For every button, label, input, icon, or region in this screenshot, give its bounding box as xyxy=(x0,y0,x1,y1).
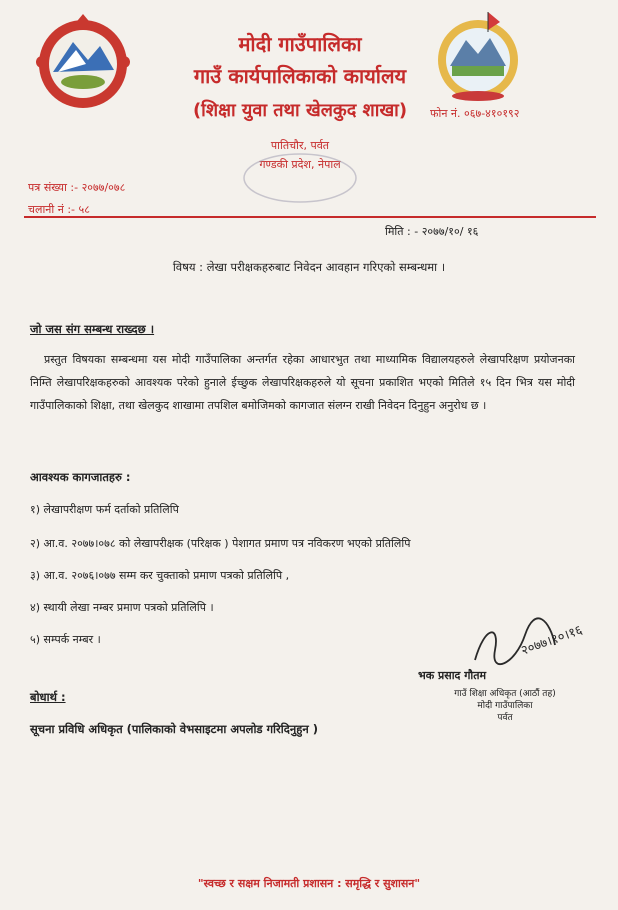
office-stamp-icon xyxy=(240,150,360,205)
municipality-emblem-icon xyxy=(428,8,528,108)
requirement-item: १) लेखापरीक्षण फर्म दर्ताको प्रतिलिपि xyxy=(30,503,179,516)
signatory-title xyxy=(420,688,590,724)
office-title: मोदी गाउँपालिका xyxy=(238,32,362,56)
office-province: गण्डकी प्रदेश, नेपाल xyxy=(259,158,341,171)
signatory-name: भक प्रसाद गौतम xyxy=(418,669,487,682)
office-subtitle: गाउँ कार्यपालिकाको कार्यालय xyxy=(193,64,407,88)
requirement-item: २) आ.व. २०७७।०७८ को लेखापरीक्षक (परिक्षक ) पेशागत प्रमाण पत्र नविकरण भएको प्रतिलिपि xyxy=(30,537,411,550)
office-place: पातिचौर, पर्वत xyxy=(270,139,330,152)
requirement-item: ५) सम्पर्क नम्बर । xyxy=(30,633,101,646)
signatory-office: मोदी गाउँपालिका xyxy=(477,701,533,711)
letter-salutation: जो जस संग सम्बन्ध राख्दछ । xyxy=(30,322,155,336)
requirements-title: आवश्यक कागजातहरु : xyxy=(30,470,131,484)
letter-date: मिति : - २०७७/१०/ १६ xyxy=(385,225,479,238)
signature-icon xyxy=(455,615,595,675)
footer-slogan: "स्वच्छ र सक्षम निजामती प्रशासन : समृद्धि र सुशासन" xyxy=(197,877,421,890)
signature-date-scribble: २०७७।१०।१६ xyxy=(519,622,585,659)
letter-body: प्रस्तुत विषयका सम्बन्धमा यस मोदी गाउँपालिका अन्तर्गत रहेका आधारभुत तथा माध्यामिक विद्यालयहरुले लेखापरिक्षण प्रयोजनका निम्ति लेखापरिक्षकहरुको आवश्यक परेको हुनाले ईच्छुक लेखापरिक्षकहरुले यो सूचना प्रकाशित भएको मितिले १५ दिन भित्र यस मोदी गाउँपालिकाको शिक्षा, तथा खेलकुद शाखामा तपशिल बमोजिमको कागजात संलग्न राखी निवेदन दिनुहुन अनुरोध छ । xyxy=(30,353,575,412)
phone-number: फोन नं. ०६७-४१०१९२ xyxy=(430,107,520,120)
letter-subject: विषय : लेखा परीक्षकहरुबाट निवेदन आवहान गरिएको सम्बन्धमा । xyxy=(172,260,446,274)
header-divider xyxy=(24,216,596,218)
signatory-designation: गाउँ शिक्षा अधिकृत (आठौं तह) xyxy=(454,689,556,699)
patra-sankhya: पत्र संख्या :- २०७७/०७८ xyxy=(28,181,126,194)
chalani-number: चलानी नं :- ५८ xyxy=(28,203,90,216)
office-section: (शिक्षा युवा तथा खेलकुद शाखा) xyxy=(192,100,408,121)
requirement-item: ४) स्थायी लेखा नम्बर प्रमाण पत्रको प्रतिलिपि । xyxy=(30,601,214,614)
bodharth-title: बोधार्थ : xyxy=(30,690,66,704)
bodharth-recipient: सूचना प्रविधि अधिकृत (पालिकाको वेभसाइटमा अपलोड गरिदिनुहुन ) xyxy=(30,722,318,736)
requirement-item: ३) आ.व. २०७६।०७७ सम्म कर चुक्ताको प्रमाण पत्रको प्रतिलिपि , xyxy=(30,569,290,582)
nepal-government-emblem-icon xyxy=(28,12,138,112)
signatory-district: पर्वत xyxy=(497,713,513,723)
